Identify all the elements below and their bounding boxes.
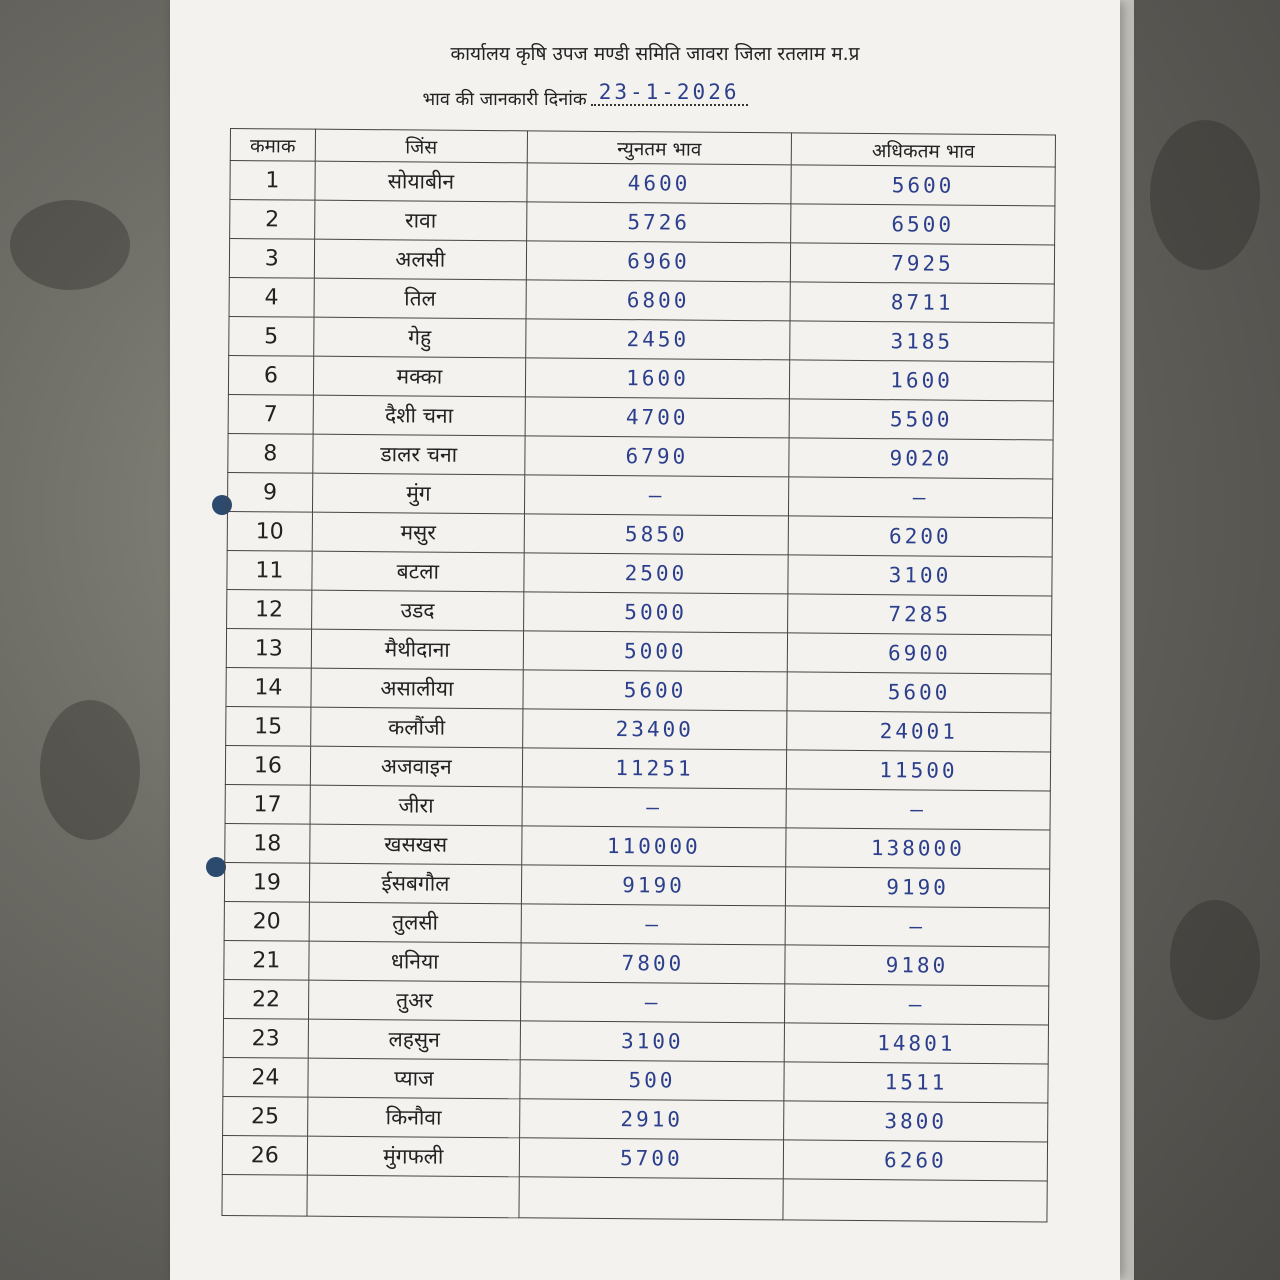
commodity-cell: उडद — [311, 590, 523, 631]
commodity-cell: मक्का — [313, 356, 525, 397]
serial-cell: 3 — [229, 239, 314, 279]
min-price-cell: — — [522, 787, 786, 828]
table-row — [222, 1135, 1047, 1180]
empty-row — [222, 1174, 1047, 1221]
table-row — [227, 472, 1052, 517]
min-price-cell: 1600 — [525, 358, 789, 399]
commodity-cell: ईसबगौल — [309, 863, 521, 904]
max-price-cell: 24001 — [787, 711, 1051, 752]
commodity-cell: अलसी — [314, 239, 526, 280]
price-table — [221, 128, 1056, 1222]
table-row — [223, 1057, 1048, 1102]
empty-cell — [307, 1175, 520, 1218]
empty-cell — [519, 1177, 783, 1220]
commodity-cell: जीरा — [310, 785, 522, 826]
col-header-min-price: न्युनतम भाव — [527, 131, 791, 165]
commodity-cell: तिल — [314, 278, 526, 319]
min-price-cell: 9190 — [521, 865, 785, 906]
min-price-cell: 5000 — [524, 592, 788, 633]
col-header-max-price: अधिकतम भाव — [791, 133, 1055, 167]
serial-cell: 5 — [229, 316, 314, 356]
serial-cell: 12 — [227, 589, 312, 629]
min-price-cell: 23400 — [523, 709, 787, 750]
min-price-cell: — — [524, 475, 788, 516]
serial-cell: 19 — [224, 862, 309, 902]
table-row — [229, 277, 1054, 322]
serial-cell: 11 — [227, 550, 312, 590]
serial-cell: 8 — [228, 433, 313, 473]
min-price-cell: 6800 — [526, 280, 790, 321]
empty-cell — [783, 1179, 1047, 1222]
serial-cell: 7 — [228, 394, 313, 434]
serial-cell: 24 — [223, 1057, 308, 1097]
table-row — [228, 355, 1053, 400]
commodity-cell: प्याज — [308, 1058, 520, 1099]
table-row — [227, 589, 1052, 634]
serial-cell: 1 — [230, 161, 315, 201]
serial-cell: 18 — [225, 823, 310, 863]
max-price-cell: 6200 — [788, 516, 1052, 557]
serial-cell: 21 — [224, 940, 309, 980]
table-row — [223, 1096, 1048, 1141]
min-price-cell: 7800 — [521, 943, 785, 984]
max-price-cell: 9180 — [785, 945, 1049, 986]
empty-cell — [222, 1174, 307, 1216]
commodity-cell: डालर चना — [313, 434, 525, 475]
min-price-cell: 6960 — [526, 241, 790, 282]
table-row — [226, 628, 1051, 673]
col-header-commodity: जिंस — [315, 129, 527, 163]
max-price-cell: 9190 — [785, 867, 1049, 908]
commodity-cell: गेहु — [313, 317, 525, 358]
commodity-cell: मुंग — [312, 473, 524, 514]
serial-cell: 10 — [227, 511, 312, 551]
max-price-cell: 14801 — [784, 1023, 1048, 1064]
commodity-cell: दैशी चना — [313, 395, 525, 436]
commodity-cell: लहसुन — [308, 1019, 520, 1060]
serial-cell: 16 — [225, 745, 310, 785]
max-price-cell: 7285 — [788, 594, 1052, 635]
date-label: भाव की जानकारी दिनांक — [422, 89, 587, 110]
max-price-cell: — — [785, 906, 1049, 947]
serial-cell: 9 — [227, 472, 312, 512]
serial-cell: 15 — [226, 706, 311, 746]
table-row — [224, 940, 1049, 985]
serial-cell: 2 — [230, 200, 315, 240]
table-row — [225, 784, 1050, 829]
min-price-cell: 4600 — [527, 163, 791, 204]
max-price-cell: 138000 — [786, 828, 1050, 869]
col-header-serial: कमाक — [230, 129, 315, 162]
table-row — [225, 745, 1050, 790]
max-price-cell: — — [786, 789, 1050, 830]
commodity-cell: धनिया — [309, 941, 521, 982]
min-price-cell: — — [521, 904, 785, 945]
max-price-cell: 3185 — [790, 321, 1054, 362]
min-price-cell: 3100 — [520, 1021, 784, 1062]
min-price-cell: 6790 — [525, 436, 789, 477]
max-price-cell: 6260 — [783, 1140, 1047, 1181]
table-row — [227, 511, 1052, 556]
max-price-cell: 6500 — [791, 204, 1055, 245]
max-price-cell: 8711 — [790, 282, 1054, 323]
max-price-cell: 3100 — [788, 555, 1052, 596]
max-price-cell: 7925 — [790, 243, 1054, 284]
min-price-cell: 4700 — [525, 397, 789, 438]
serial-cell: 6 — [228, 355, 313, 395]
surface-stain — [1170, 900, 1260, 1020]
commodity-cell: मैथीदाना — [311, 629, 523, 670]
min-price-cell: 5600 — [523, 670, 787, 711]
max-price-cell: — — [784, 984, 1048, 1025]
commodity-cell: मसुर — [312, 512, 524, 553]
date-line — [110, 80, 1060, 112]
table-row — [230, 200, 1055, 245]
min-price-cell: 2910 — [520, 1099, 784, 1140]
table-row — [226, 706, 1051, 751]
table-row — [227, 550, 1052, 595]
commodity-cell: अजवाइन — [310, 746, 522, 787]
commodity-cell: किनौवा — [307, 1097, 519, 1138]
max-price-cell: 9020 — [789, 438, 1053, 479]
commodity-cell: तुअर — [308, 980, 520, 1021]
serial-cell: 20 — [224, 901, 309, 941]
serial-cell: 23 — [223, 1018, 308, 1058]
surface-stain — [40, 700, 140, 840]
office-title: कार्यालय कृषि उपज मण्डी समिति जावरा जिला रतलाम म.प्र — [450, 43, 860, 65]
serial-cell: 17 — [225, 784, 310, 824]
commodity-cell: सोयाबीन — [315, 161, 527, 202]
commodity-cell: मुंगफली — [307, 1136, 519, 1177]
max-price-cell: 3800 — [784, 1101, 1048, 1142]
max-price-cell: 1600 — [789, 360, 1053, 401]
table-row — [226, 667, 1051, 712]
commodity-cell: तुलसी — [309, 902, 521, 943]
serial-cell: 22 — [224, 979, 309, 1019]
serial-cell: 13 — [226, 628, 311, 668]
min-price-cell: 110000 — [522, 826, 786, 867]
serial-cell: 14 — [226, 667, 311, 707]
paper-stack-edge — [1118, 0, 1134, 1280]
min-price-cell: — — [520, 982, 784, 1023]
table-row — [229, 316, 1054, 361]
commodity-cell: बटला — [312, 551, 524, 592]
min-price-cell: 11251 — [522, 748, 786, 789]
table-row — [224, 862, 1049, 907]
serial-cell: 25 — [223, 1096, 308, 1136]
commodity-cell: कलौंजी — [310, 707, 522, 748]
commodity-cell: खसखस — [309, 824, 521, 865]
max-price-cell: 1511 — [784, 1062, 1048, 1103]
serial-cell: 4 — [229, 277, 314, 317]
min-price-cell: 5726 — [527, 202, 791, 243]
table-row — [229, 239, 1054, 284]
table-row — [224, 901, 1049, 946]
max-price-cell: 5600 — [791, 165, 1055, 206]
min-price-cell: 2450 — [526, 319, 790, 360]
max-price-cell: 5600 — [787, 672, 1051, 713]
max-price-cell: 11500 — [786, 750, 1050, 791]
max-price-cell: — — [788, 477, 1052, 518]
min-price-cell: 2500 — [524, 553, 788, 594]
min-price-cell: 5850 — [524, 514, 788, 555]
max-price-cell: 5500 — [789, 399, 1053, 440]
price-sheet — [170, 0, 1120, 1280]
min-price-cell: 5000 — [523, 631, 787, 672]
table-row — [228, 394, 1053, 439]
commodity-cell: असालीया — [311, 668, 523, 709]
max-price-cell: 6900 — [787, 633, 1051, 674]
surface-stain — [10, 200, 130, 290]
commodity-cell: रावा — [314, 200, 526, 241]
table-row — [225, 823, 1050, 868]
table-row — [223, 1018, 1048, 1063]
table-row — [230, 161, 1055, 206]
date-value: 23-1-2026 — [591, 80, 748, 106]
table-row — [228, 433, 1053, 478]
punch-hole — [206, 857, 226, 877]
surface-stain — [1150, 120, 1260, 270]
min-price-cell: 500 — [520, 1060, 784, 1101]
table-row — [224, 979, 1049, 1024]
min-price-cell: 5700 — [519, 1138, 783, 1179]
serial-cell: 26 — [222, 1135, 307, 1175]
